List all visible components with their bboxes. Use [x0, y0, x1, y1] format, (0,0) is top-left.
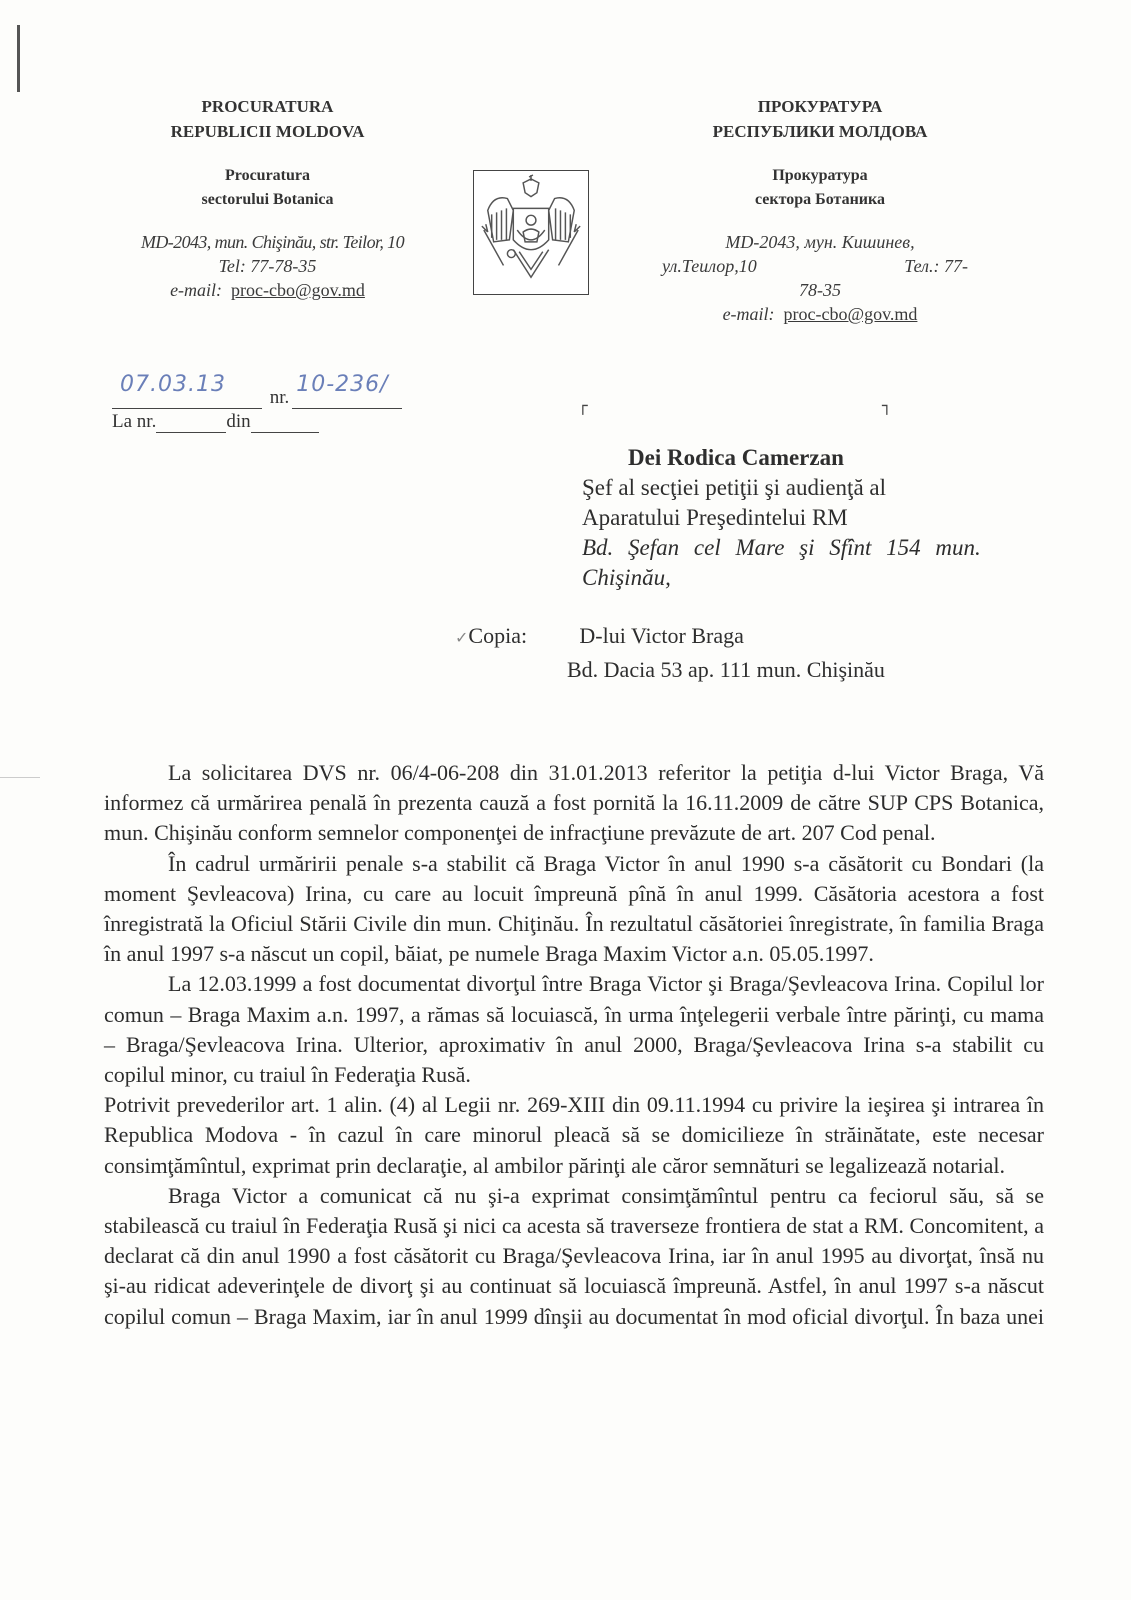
checkmark-icon: ✓: [455, 628, 469, 647]
letter-body: [104, 758, 1044, 1332]
header-right-title-2: РЕСПУБЛИКИ МОЛДОВА: [712, 122, 928, 141]
header-right-address: MD-2043, мун. Кишинев,: [725, 232, 915, 252]
bracket-top-right-icon: ┐: [882, 396, 892, 415]
registration-row-2: [112, 411, 402, 433]
header-left-address: MD-2043, mun. Chişinău, str. Teilor, 10: [141, 232, 404, 252]
registration-block: [112, 372, 402, 433]
recipient-name: Dei Rodica Camerzan: [628, 445, 844, 470]
header-right-tel-2: 78-35: [799, 280, 841, 300]
header-left-title-1: PROCURATURA: [201, 97, 334, 116]
copy-block: [455, 620, 1015, 686]
header-left-sub-1: Procuratura: [224, 167, 310, 184]
margin-mark: [17, 25, 20, 92]
moldova-coat-of-arms-icon: [473, 170, 589, 295]
header-left-sub-2: sectorului Botanica: [201, 191, 334, 208]
recipient-position-2: Aparatului Preşedintelui RM: [582, 505, 848, 530]
nr-handwritten: 10-236/: [296, 372, 389, 397]
copy-label: Copia:: [468, 623, 528, 648]
bracket-top-left-icon: ┌: [578, 396, 588, 415]
body-paragraph: În cadrul urmăririi penale s-a stabilit că Braga Victor în anul 1990 s-a căsătorit cu Bondari (la moment Şevleacova) Irina, cu care au locuit împreună pînă în anul 1999. Căsătoria acestora a fost înregistrată la Oficiul Stării Civile din mun. Chiţinău. În rezultatul căsătoriei înregistrate, în familia Braga în anul 1997 s-a născut un copil, băiat, pe numele Braga Maxim Victor a.n. 05.05.1997.: [104, 850, 1044, 967]
date-handwritten: 07.03.13: [120, 372, 226, 397]
la-nr-field: [156, 412, 226, 433]
copy-name: D-lui Victor Braga: [579, 623, 744, 648]
recipient-address-1: Bd. Şefan cel Mare şi Sfînt 154 mun.: [582, 535, 981, 560]
header-left-email-link[interactable]: proc-cbo@gov.md: [231, 280, 365, 300]
header-right-email-link[interactable]: proc-cbo@gov.md: [783, 304, 918, 324]
body-paragraph: Potrivit prevederilor art. 1 alin. (4) al Legii nr. 269-XIII din 09.11.1994 cu privire la ieşirea şi intrarea în Republica Modova - în cazul în care minorul pleacă să se domicilieze în străinătate, este necesar consimţămîntul, exprimat prin declaraţie, al ambilor părinţi ale căror semnături se legalizează notarial.: [104, 1092, 1044, 1178]
header-right-email-label: e-mail:: [722, 304, 775, 324]
date-field: [112, 372, 262, 409]
header-right-email-row: [690, 302, 950, 326]
header-left-tel: Tel: 77-78-35: [218, 256, 317, 276]
nr-field: [292, 372, 402, 409]
registration-row-1: [112, 372, 402, 409]
din-label: din: [226, 411, 251, 432]
recipient-address-2: Chişinău,: [582, 565, 671, 590]
header-left-email-label: e-mail:: [170, 280, 223, 300]
recipient-position-1: Şef al secţiei petiţii şi audienţă al: [582, 475, 887, 500]
recipient-block: [582, 443, 1052, 593]
fold-line: [0, 777, 40, 778]
body-paragraph: La 12.03.1999 a fost documentat divorţul între Braga Victor şi Braga/Şevleacova Irina. Copilul lor comun – Braga Maxim a.n. 1997, a rămas să locuiască, în urma înţelegerii verbale între părinţi, cu mama – Braga/Şevleacova Irina. Ulterior, aproximativ în anul 2000, Braga/Şevleacova Irina s-a stabilit cu copilul minor, cu traiul în Federaţia Rusă.: [104, 971, 1044, 1088]
nr-label: nr.: [269, 387, 290, 408]
coat-of-arms-drawing: [474, 171, 588, 294]
din-field: [251, 412, 319, 433]
body-paragraph: Braga Victor a comunicat că nu şi-a exprimat consimţămîntul pentru ca feciorul său, să se stabilească cu traiul în Federaţia Rusă şi nici ca acesta să traverseze frontiera de stat a RM. Concomitent, a declarat că din anul 1990 a fost căsătorit cu Braga/Şevleacova Irina, iar în anul 1995 au divorţat, însă nu şi-au ridicat adeverinţele de divorţ şi au continuat să locuiască împreună. Astfel, în anul 1997 s-a născut copilul comun – Braga Maxim, iar în anul 1999 dînşii au documentat în mod oficial divorţul. În baza unei: [104, 1182, 1044, 1329]
body-paragraph: La solicitarea DVS nr. 06/4-06-208 din 31.01.2013 referitor la petiţia d-lui Victor Braga, Vă informez că urmărirea penală în prezenta cauză a fost pornită la 16.11.2009 de către SUP CPS Botanica, mun. Chişinău conform semnelor componenţei de infracţiune prevăzute de art. 207 Cod penal.: [104, 760, 1044, 846]
header-right-sub-2: сектора Ботаника: [755, 191, 885, 208]
header-right: [662, 94, 968, 326]
la-nr-label: La nr.: [112, 411, 157, 432]
header-left-email-row: [130, 278, 405, 302]
header-right-tel-1: Тел.: 77-: [904, 256, 968, 276]
copy-row: [455, 620, 1015, 654]
header-right-street: ул.Теилор,10: [662, 256, 757, 276]
header-left-title-2: REPUBLICII MOLDOVA: [170, 122, 365, 141]
header-right-title-1: ПРОКУРАТУРА: [757, 97, 883, 116]
copy-address: Bd. Dacia 53 ap. 111 mun. Chişinău: [567, 657, 885, 682]
header-right-sub-1: Прокуратура: [772, 167, 868, 184]
header-right-street-row: [662, 254, 968, 278]
header-left: [130, 94, 405, 302]
